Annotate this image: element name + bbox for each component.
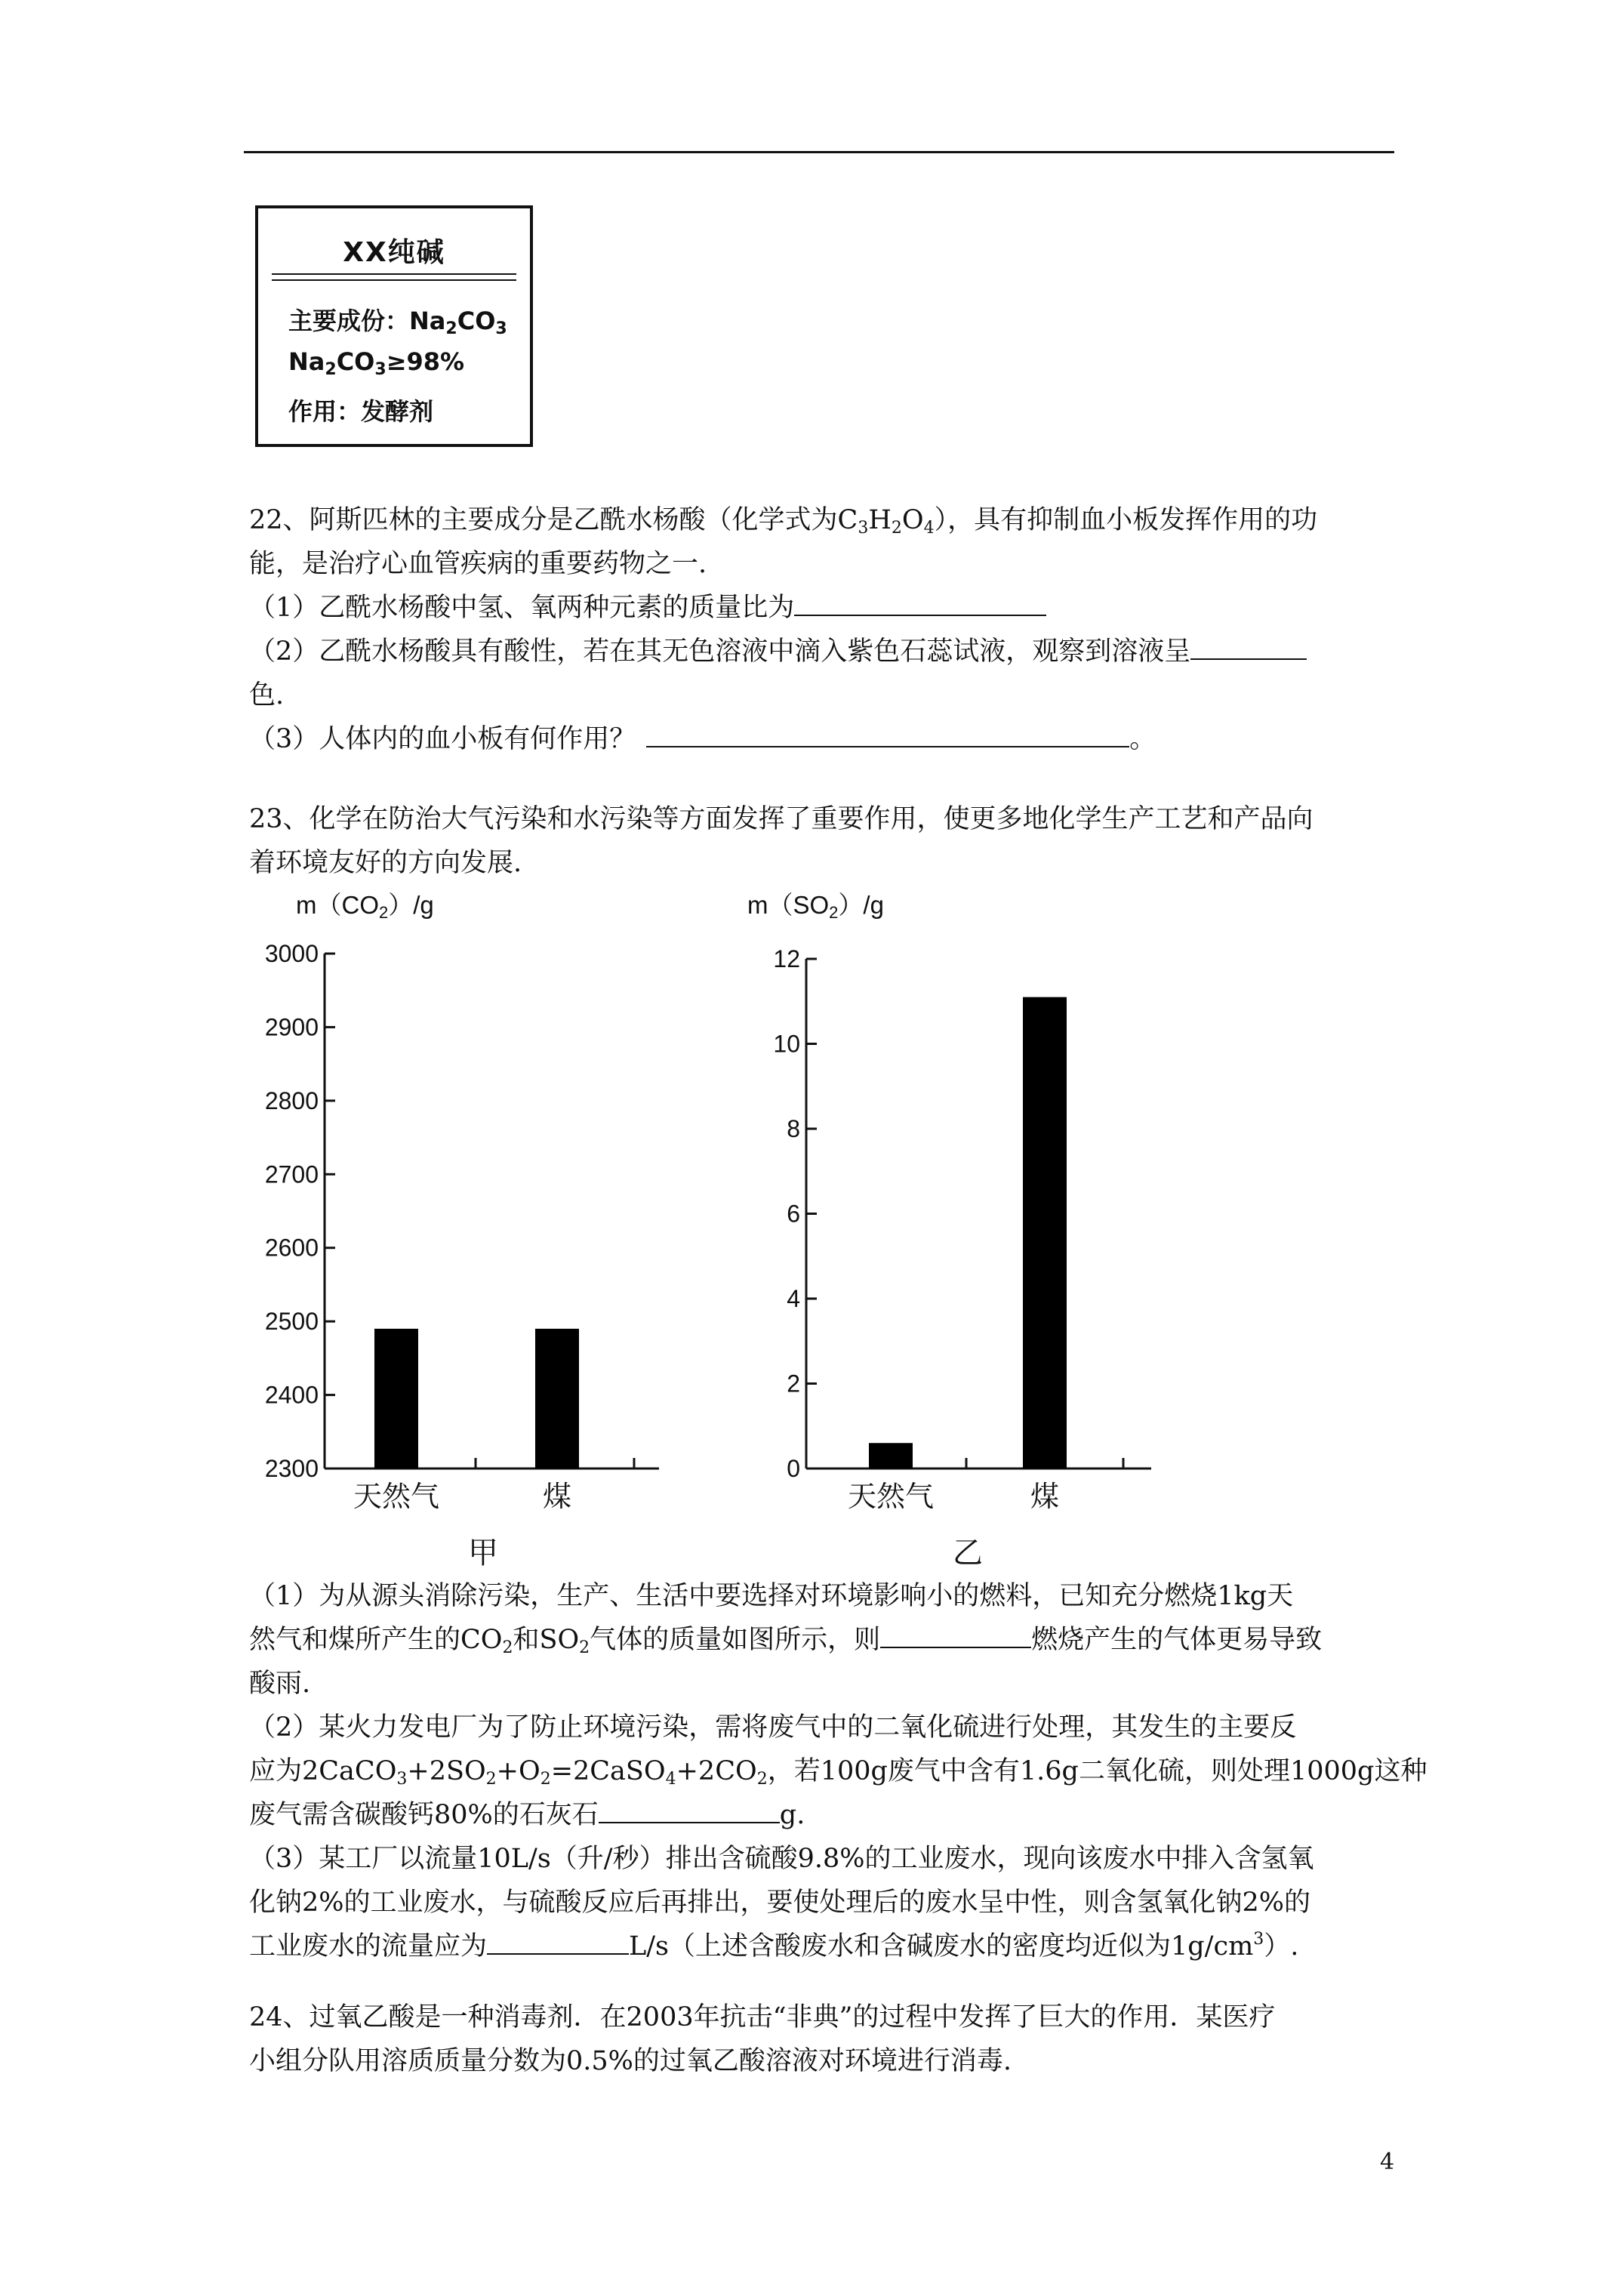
y-tick-label: 4 [787,1285,800,1312]
q23-part3-line1: （3）某工厂以流量10L/s（升/秒）排出含硫酸9.8%的工业废水，现向该废水中排入含氢氧 [249,1844,1314,1874]
answer-blank[interactable] [599,1796,780,1823]
q23-part3-line3: 工业废水的流量应为 L/s（上述含酸废水和含碱废水的密度均近似为$1g/cm^3$）. [249,1925,1298,1968]
category-label: 天然气 [847,1481,935,1513]
q23-part1-line3: 酸雨. [249,1669,311,1699]
q22-stem-line2: 能，是治疗心血管疾病的重要药物之一. [249,549,707,579]
category-label: 煤 [542,1481,572,1513]
label-usage: 作用：发酵剂 [288,397,434,426]
answer-blank[interactable] [880,1621,1031,1648]
q22-sub1: （1）乙酰水杨酸中氢、氧两种元素的质量比为 [249,586,1046,630]
y-tick-label: 0 [787,1455,800,1482]
bar-coal [535,1329,579,1469]
y-tick-label: 3000 [264,940,319,967]
q22-sub3: （3）人体内的血小板有何作用？ 。 [249,717,1156,761]
y-tick-label: 2900 [264,1013,319,1041]
bar-natural-gas [869,1443,913,1469]
y-tick-label: 12 [773,945,800,972]
y-tick-label: 2600 [264,1234,319,1262]
q23-part3-line2: 化钠2%的工业废水，与硫酸反应后再排出，要使处理后的废水呈中性，则含氢氧化钠2%的 [249,1888,1311,1918]
product-label-title: XX纯碱 [343,237,445,268]
y-tick-label: 2500 [264,1308,319,1336]
category-label: 天然气 [353,1481,440,1513]
q23-part2-line1: （2）某火力发电厂为了防止环境污染，需将废气中的二氧化硫进行处理，其发生的主要反 [249,1712,1297,1743]
q24-stem-line1: 24、过氧乙酸是一种消毒剂．在2003年抗击“非典”的过程中发挥了巨大的作用．某医疗 [249,2002,1276,2032]
chart-co2 [265,891,659,1570]
y-tick-label: 8 [787,1115,800,1142]
page-number: 4 [1380,2149,1395,2175]
q23-part1-line2: 然气和煤所产生的$CO_2$和$SO_2$气体的质量如图所示，则 燃烧产生的气体更易导致 [249,1618,1322,1662]
q23-stem-line1: 23、化学在防治大气污染和水污染等方面发挥了重要作用，使更多地化学生产工艺和产品向 [249,804,1313,834]
y-tick-label: 6 [787,1200,800,1228]
bar-coal [1023,997,1067,1469]
chart-so2-ylabel: m（SO2）/g [747,891,884,922]
q22-sub2: （2）乙酰水杨酸具有酸性，若在其无色溶液中滴入紫色石蕊试液，观察到溶液呈 [249,630,1307,673]
answer-blank[interactable] [487,1928,629,1955]
chart-so2 [747,891,1151,1570]
label-main-ingredient: 主要成份：$Na_2CO_3$ [288,307,507,338]
category-label: 煤 [1030,1481,1060,1513]
q23-part2-line3: 废气需含碳酸钙80%的石灰石 g. [249,1793,805,1837]
q24-stem-line2: 小组分队用溶质质量分数为0.5%的过氧乙酸溶液对环境进行消毒. [249,2046,1012,2076]
chart-co2-title: 甲 [468,1536,498,1570]
y-tick-label: 10 [773,1030,800,1058]
y-tick-label: 2800 [264,1086,319,1114]
label-purity: $Na_2CO_3\ge 98\%$ [288,347,465,379]
q23-part2-line2: 应为$2CaCO_3+2SO_2+O_2=2CaSO_4+2CO_2$，若100g废气中含有1.6g二氧化硫，则处理1000g这种 [249,1756,1427,1789]
q23-part1-line1: （1）为从源头消除污染，生产、生活中要选择对环境影响小的燃料，已知充分燃烧1kg天 [249,1581,1294,1611]
y-tick-label: 2 [787,1370,800,1398]
chart-co2-ylabel: m（CO2）/g [296,891,434,922]
chart-so2-title: 乙 [953,1536,983,1570]
q22-sub2-cont: 色. [249,680,285,710]
y-tick-label: 2300 [264,1455,319,1482]
q22-stem-line1: 22、阿斯匹林的主要成分是乙酰水杨酸（化学式为$C_3H_2O_4$），具有抑制血小板发挥作用的功 [249,505,1318,538]
q23-stem-line2: 着环境友好的方向发展. [249,848,522,878]
y-tick-label: 2700 [264,1160,319,1188]
y-tick-label: 2400 [264,1381,319,1409]
bar-natural-gas [374,1329,418,1469]
